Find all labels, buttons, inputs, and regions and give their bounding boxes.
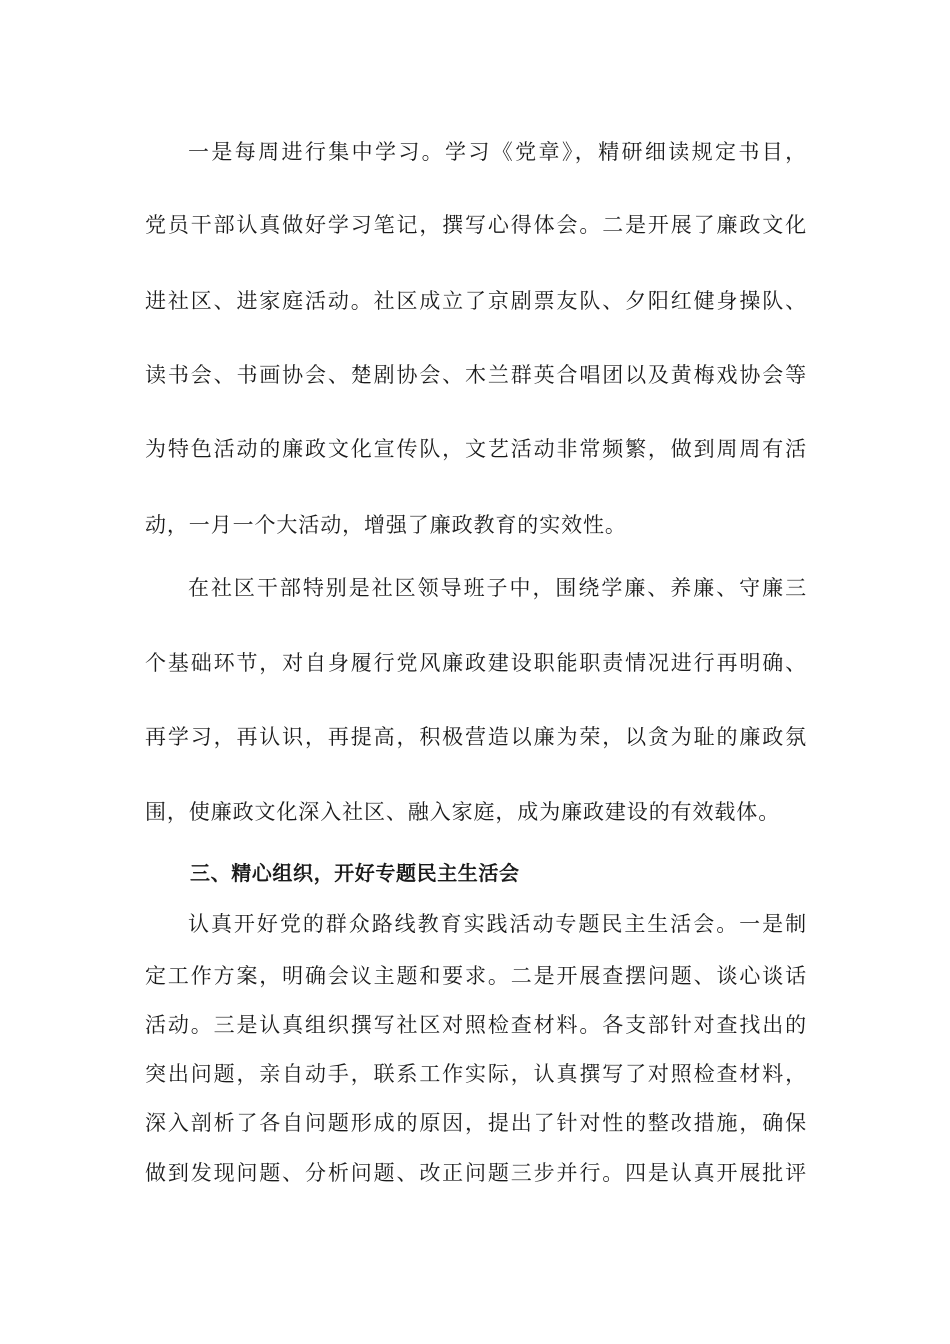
paragraph-3-line-3: 活动。三是认真组织撰写社区对照检查材料。各支部针对查找出的 <box>145 1013 807 1037</box>
paragraph-2-line-4: 围，使廉政文化深入社区、融入家庭，成为廉政建设的有效载体。 <box>145 800 781 824</box>
paragraph-2-line-1: 在社区干部特别是社区领导班子中，围绕学廉、养廉、守廉三 <box>188 576 807 600</box>
paragraph-3-line-1: 认真开好党的群众路线教育实践活动专题民主生活会。一是制 <box>188 912 807 936</box>
paragraph-1-line-4: 读书会、书画协会、楚剧协会、木兰群英合唱团以及黄梅戏协会等 <box>145 363 807 387</box>
paragraph-3-line-5: 深入剖析了各自问题形成的原因，提出了针对性的整改措施，确保 <box>145 1111 807 1135</box>
paragraph-1-line-3: 进社区、进家庭活动。社区成立了京剧票友队、夕阳红健身操队、 <box>145 289 807 313</box>
paragraph-3-line-2: 定工作方案，明确会议主题和要求。二是开展查摆问题、谈心谈话 <box>145 964 807 988</box>
paragraph-1-line-5: 为特色活动的廉政文化宣传队，文艺活动非常频繁，做到周周有活 <box>145 437 807 461</box>
paragraph-3-line-4: 突出问题，亲自动手，联系工作实际，认真撰写了对照检查材料， <box>145 1062 807 1086</box>
paragraph-2-line-3: 再学习，再认识，再提高，积极营造以廉为荣，以贪为耻的廉政氛 <box>145 725 807 749</box>
paragraph-1-line-2: 党员干部认真做好学习笔记，撰写心得体会。二是开展了廉政文化 <box>145 213 807 237</box>
paragraph-1-line-1: 一是每周进行集中学习。学习《党章》，精研细读规定书目， <box>188 140 807 164</box>
paragraph-1-line-6: 动，一月一个大活动，增强了廉政教育的实效性。 <box>145 513 627 537</box>
paragraph-2-line-2: 个基础环节，对自身履行党风廉政建设职能职责情况进行再明确、 <box>145 651 807 675</box>
section-heading: 三、精心组织，开好专题民主生活会 <box>190 861 520 885</box>
paragraph-3-line-6: 做到发现问题、分析问题、改正问题三步并行。四是认真开展批评 <box>145 1161 807 1185</box>
